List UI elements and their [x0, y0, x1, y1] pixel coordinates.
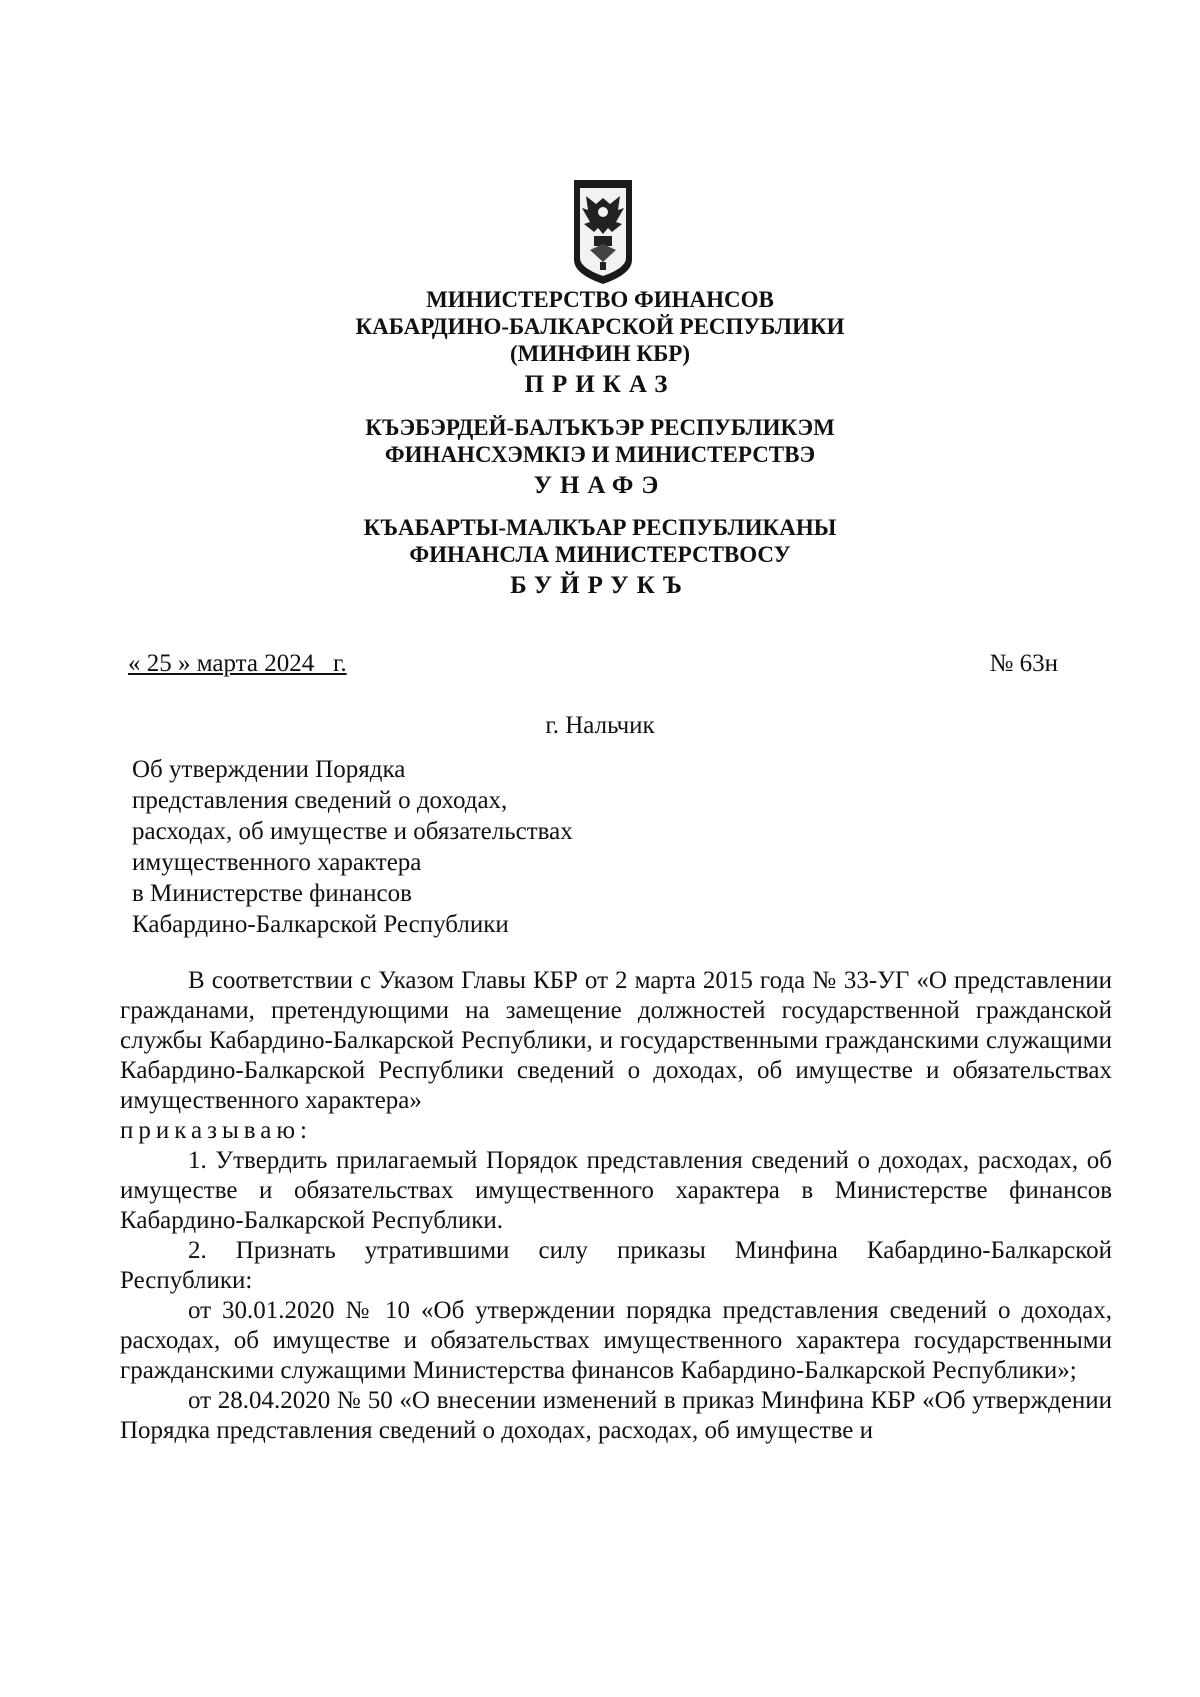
- subject-line: Об утверждении Порядка: [132, 756, 406, 783]
- preamble-text: В соответствии с Указом Главы КБР от 2 марта 2015 года № 33-УГ «О представлении гражданами, претендующими на замещение должностей государственной гражданской службы Кабардино-Балкарской Республики, и государственными гражданскими служащими Кабардино-Балкарской Республики сведений о доходах, об имуществе и обязательствах имущественного характера»: [120, 967, 1112, 1114]
- header-ru-line2: КАБАРДИНО-БАЛКАРСКОЙ РЕСПУБЛИКИ: [355, 314, 845, 339]
- header-ru-line1: МИНИСТЕРСТВО ФИНАНСОВ: [426, 287, 774, 312]
- body-paragraph-preamble: [120, 966, 1112, 1116]
- body-paragraph-repealed-1: от 30.01.2020 № 10 «Об утверждении порядка представления сведений о доходах, расходах, об имуществе и обязательствах имущественного характера государственными гражданскими служащими Министерства финансов Кабардино-Балкарской Республики»;: [120, 1297, 1112, 1384]
- subject-line: расходах, об имуществе и обязательствах: [132, 818, 573, 845]
- header-kab-line2: ФИНАНСХЭМКIЭ И МИНИСТЕРСТВЭ: [384, 442, 816, 467]
- header-kab-doc-type: УНАФЭ: [533, 472, 667, 499]
- body-order-word: [120, 1116, 1112, 1146]
- subject-line: имущественного характера: [132, 849, 422, 876]
- document-body: [120, 966, 1112, 1446]
- subject-line: Кабардино-Балкарской Республики: [132, 911, 509, 938]
- subject-line: представления сведений о доходах,: [132, 787, 508, 814]
- header-kabardian: [0, 414, 1200, 502]
- document-number: № 63н: [989, 650, 1058, 677]
- coat-of-arms-emblem-icon: [572, 178, 634, 286]
- document-city: г. Нальчик: [545, 712, 655, 739]
- header-ru-doc-type: ПРИКАЗ: [524, 371, 676, 398]
- header-balkar: [0, 514, 1200, 602]
- body-paragraph-item2: 2. Признать утратившими силу приказы Минфина Кабардино-Балкарской Республики:: [120, 1237, 1112, 1294]
- header-bal-line1: КЪАБАРТЫ-МАЛКЪАР РЕСПУБЛИКАНЫ: [363, 515, 837, 540]
- order-word: приказываю:: [120, 1117, 312, 1144]
- body-paragraph-item1: 1. Утвердить прилагаемый Порядок представления сведений о доходах, расходах, об имуществе и обязательствах имущественного характера в Министерстве финансов Кабардино-Балкарской Республики.: [120, 1147, 1112, 1234]
- document-date: « 25 » марта 2024 г.: [128, 650, 347, 677]
- header-ru-line3: (МИНФИН КБР): [509, 341, 691, 366]
- header-kab-line1: КЪЭБЭРДЕЙ-БАЛЪКЪЭР РЕСПУБЛИКЭМ: [365, 415, 835, 440]
- header-bal-line2: ФИНАНСЛА МИНИСТЕРСТВОСУ: [409, 542, 791, 567]
- body-paragraph-repealed-2: от 28.04.2020 № 50 «О внесении изменений в приказ Минфина КБР «Об утверждении Порядка представления сведений о доходах, расходах, об имуществе и: [120, 1387, 1112, 1444]
- header-bal-doc-type: БУЙРУКЪ: [510, 572, 690, 599]
- document-subject: [132, 754, 573, 940]
- header-russian: [0, 286, 1200, 401]
- subject-line: в Министерстве финансов: [132, 880, 412, 907]
